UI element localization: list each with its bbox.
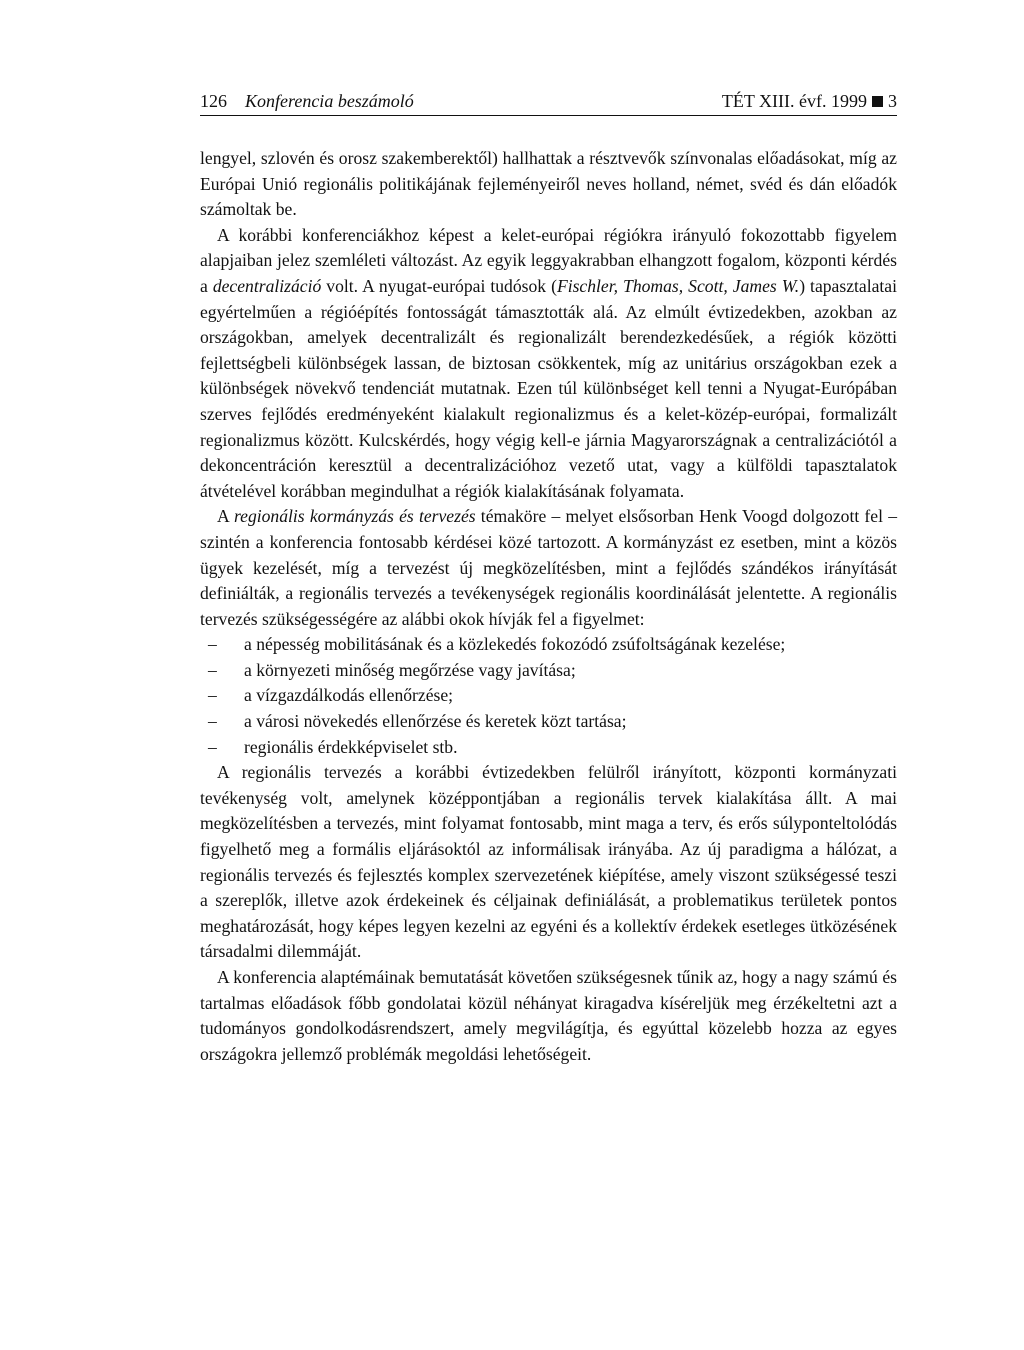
paragraph-2-text-a: A korábbi konferenciákhoz képest a kelet-európai régiókra irányuló fokozottabb figyelem alapjaiban jelez szemléleti változást. Az egyik leggyakrabban elhangzott fogalom, központi kérdés a <box>200 224 897 296</box>
paragraph-2-emphasis-b: Fischler, Thomas, Scott, James W. <box>556 275 800 296</box>
paragraph-3-emphasis: regionális kormányzás és tervezés <box>233 506 476 527</box>
paragraph-4: A regionális tervezés a korábbi évtizedekben felülről irányított, központi kormányzati tevékenység volt, amelynek középpontjában a regionális tervek kialakítása állt. A mai megközelítésben a tervezés, mint folyamat fontosabb, mint maga a terv, és erős súlyponteltolódás figyelhető meg a formális eljárásoktól az informálisak irányába. Az új paradigma a hálózat, a regionális tervezés és fejlesztés komplex szervezetének kiépítése, amely viszont szükségessé teszi a szereplők, illetve azok érdekeinek és céljainak definiálását, a problematikus területek pontos meghatározását, hogy képes legyen kezelni az egyéni és a kollektív érdekek esetleges ütközésének társadalmi dilemmáját. <box>200 762 897 962</box>
list-item: – a népesség mobilitásának és a közlekedés fokozódó zsúfoltságának kezelése; <box>200 632 897 658</box>
reasons-list <box>200 632 897 760</box>
paragraph-2-text-b: volt. A nyugat-európai tudósok ( <box>321 275 557 296</box>
paragraph-3 <box>200 504 897 632</box>
page-number: 126 <box>200 91 227 111</box>
paragraph-2 <box>200 223 897 505</box>
paragraph-2-text-c: ) tapasztalatai egyértelműen a régióépítés fontosságát támasztották alá. Az elmúlt évtizedekben, azokban az országokban, amelyek decentralizált és regionalizált berendezkedésűek, a régiók közötti fejlettségbeli különbségek lassan, de biztosan csökkentek, míg az unitárius országokban ezek a különbségek növekvő tendenciát mutatnak. Ezen túl különbséget kell tenni a Nyugat-Európában szerves fejlődés eredményeként kialakult regionalizmus és a kelet-közép-európai, formalizált regionalizmus között. Kulcskérdés, hogy végig kell-e járnia Magyarországnak a centralizációtól a dekoncentráción keresztül a decentralizációhoz vezető utat, vagy a külföldi tapasztalatok átvételével korábban megindulhat a régiók kialakításának folyamata. <box>200 275 897 501</box>
list-item: – a vízgazdálkodás ellenőrzése; <box>200 683 897 709</box>
header-left <box>200 90 432 112</box>
list-item: – regionális érdekképviselet stb. <box>200 735 897 761</box>
journal-info: TÉT XIII. évf. 1999 <box>721 91 867 111</box>
paragraph-3-text-b: témaköre – melyet elsősorban Henk Voogd dolgozott fel – szintén a konferencia fontosabb kérdései közé tartozott. A kormányzást ez esetben, mint a közös ügyek kezelését, míg a tervezést új megközelítésben, mint a fejlődés szándékos irányítását definiálták, a regionális tervezés a tevékenységek regionális koordinálását jelentette. A regionális tervezés szükségességére az alábbi okok hívják fel a figyelmet: <box>200 506 897 629</box>
paragraph-5: A konferencia alaptémáinak bemutatását követően szükségesnek tűnik az, hogy a nagy számú és tartalmas előadások főbb gondolatai közül néhányat kiragadva kíséreljük meg érzékeltetni azt a tudományos gondolkodásrendszert, amely megvilágítja, és egyúttal közelebb hozza az egyes országokra jellemző problémák megoldási lehetőségeit. <box>200 967 897 1064</box>
header-right <box>722 90 897 112</box>
article-body <box>200 146 897 1067</box>
square-bullet-icon <box>872 96 883 107</box>
paragraph-1: lengyel, szlovén és orosz szakemberektől) hallhattak a résztvevők színvonalas előadásokat, míg az Európai Unió regionális politikájának fejleményeiről neves holland, német, svéd és dán előadók számoltak be. <box>200 148 897 220</box>
issue-number: 3 <box>888 91 897 111</box>
paragraph-2-emphasis-a: decentralizáció <box>212 275 322 296</box>
list-item: – a környezeti minőség megőrzése vagy javítása; <box>200 658 897 684</box>
list-item: – a városi növekedés ellenőrzése és keretek közt tartása; <box>200 709 897 735</box>
section-title: Konferencia beszámoló <box>245 91 414 111</box>
running-header <box>200 90 897 116</box>
paragraph-3-text-a: A <box>217 506 234 527</box>
